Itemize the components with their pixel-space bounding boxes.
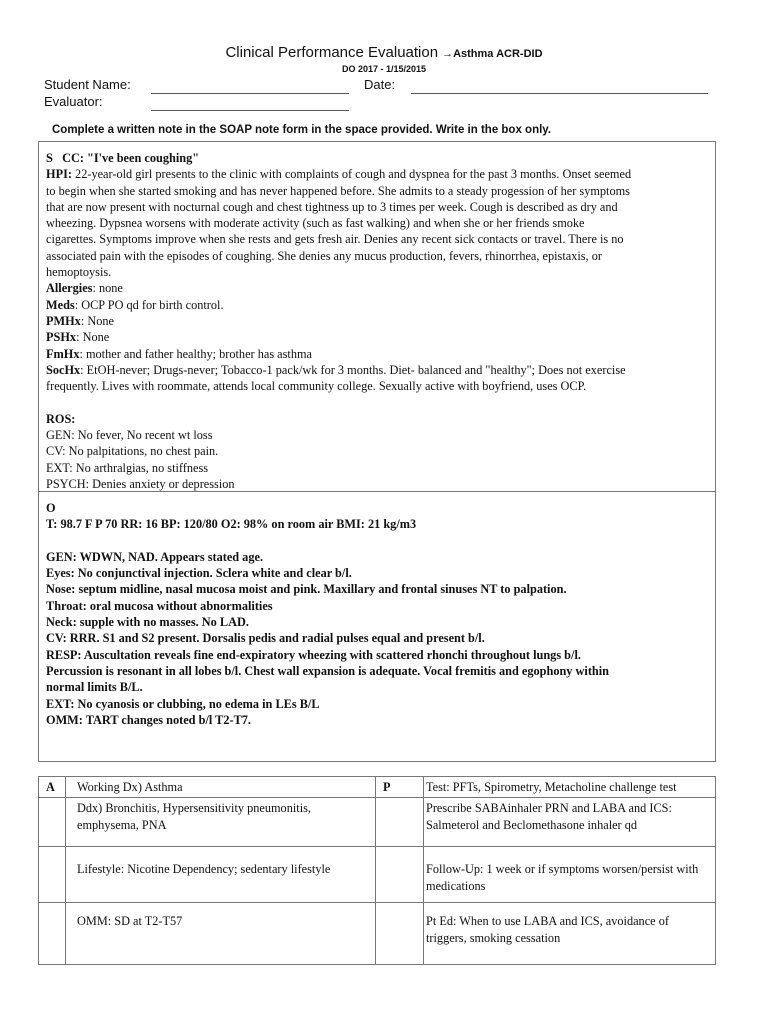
assessment-cell: Working Dx) Asthma xyxy=(66,777,376,798)
exam-line: GEN: WDWN, NAD. Appears stated age. xyxy=(46,549,264,564)
evaluator-field[interactable] xyxy=(151,110,349,111)
allergies-label: Allergies xyxy=(46,281,93,296)
o-heading: O xyxy=(46,501,56,515)
sochx-line-2: frequently. Lives with roommate, attends local community college. Sexually active with boyfriend, uses OCP. xyxy=(46,379,587,394)
s-heading: S xyxy=(46,151,53,165)
hpi-line xyxy=(46,166,708,182)
exam-line: EXT: No cyanosis or clubbing, no edema in LEs B/L xyxy=(46,696,320,711)
objective-section xyxy=(38,491,716,762)
allergies-line xyxy=(46,280,708,296)
sochx-label: SocHx xyxy=(46,362,81,377)
ros-item: EXT: No arthralgias, no stiffness xyxy=(46,460,209,475)
sochx-line xyxy=(46,362,708,378)
pshx-value: : None xyxy=(76,330,110,345)
pmhx-value: : None xyxy=(80,313,114,328)
table-row xyxy=(39,903,716,965)
hpi-line: cigarettes. Symptoms improve when she rests and gets fresh air. Denies any recent sick contacts or travel. There is no xyxy=(46,232,624,247)
plan-cell: Pt Ed: When to use LABA and ICS, avoidance of triggers, smoking cessation xyxy=(424,903,716,965)
exam-line: normal limits B/L. xyxy=(46,680,143,695)
hpi-label: HPI: xyxy=(46,167,72,182)
pshx-label: PSHx xyxy=(46,330,77,345)
hpi-line: associated pain with the episodes of coughing. She denies any mucus production, fevers, rhinorrhea, epistaxis, or xyxy=(46,248,602,263)
assessment-cell: Lifestyle: Nicotine Dependency; sedentary lifestyle xyxy=(66,847,376,903)
hpi-line: hemoptoysis. xyxy=(46,265,112,280)
instruction-text: Complete a written note in the SOAP note form in the space provided. Write in the box only. xyxy=(52,124,552,136)
student-name-label: Student Name: xyxy=(44,77,131,92)
exam-line: Neck: supple with no masses. No LAD. xyxy=(46,615,249,630)
evaluator-label: Evaluator: xyxy=(44,94,103,109)
hpi-line: that are now present with nocturnal cough and chest tightness up to 3 times per week. Cough is described as dry and xyxy=(46,199,618,214)
exam-line: Throat: oral mucosa without abnormalities xyxy=(46,598,273,613)
ros-heading xyxy=(46,411,708,427)
p-label: P xyxy=(376,777,424,798)
student-name-field[interactable] xyxy=(151,93,349,94)
exam-line: RESP: Auscultation reveals fine end-expiratory wheezing with scattered rhonchi throughout lungs b/l. xyxy=(46,647,581,662)
date-label: Date: xyxy=(364,77,396,92)
sochx-value: : EtOH-never; Drugs-never; Tobacco-1 pack/wk for 3 months. Diet- balanced and "healthy"; Does not exercise xyxy=(80,362,626,377)
subjective-section xyxy=(38,141,716,492)
exam-line: Nose: septum midline, nasal mucosa moist and pink. Maxillary and frontal sinuses NT to palpation. xyxy=(46,582,567,597)
a-label: A xyxy=(39,777,66,798)
hpi-line: to begin when she started smoking and has never happened before. She admits to a steady progession of her symptoms xyxy=(46,183,630,198)
plan-cell: Test: PFTs, Spirometry, Metacholine challenge test xyxy=(424,777,716,798)
pshx-line xyxy=(46,329,708,345)
ros-item: PSYCH: Denies anxiety or depression xyxy=(46,476,235,491)
table-row xyxy=(39,777,716,798)
ros-item: GEN: No fever, No recent wt loss xyxy=(46,428,213,443)
date-field[interactable] xyxy=(411,93,708,94)
meds-value: : OCP PO qd for birth control. xyxy=(74,297,224,312)
title-suffix: →Asthma ACR-DID xyxy=(442,48,543,60)
assessment-plan-table xyxy=(38,776,716,965)
pmhx-label: PMHx xyxy=(46,313,81,328)
assessment-cell: Ddx) Bronchitis, Hypersensitivity pneumonitis, emphysema, PNA xyxy=(66,798,376,847)
fmhx-value: : mother and father healthy; brother has asthma xyxy=(79,346,313,361)
form-title xyxy=(0,44,768,62)
plan-cell: Prescribe SABAinhaler PRN and LABA and ICS: Salmeterol and Beclomethasone inhaler qd xyxy=(424,798,716,847)
meds-line xyxy=(46,297,708,313)
assessment-cell: OMM: SD at T2-T57 xyxy=(66,903,376,965)
exam-line: OMM: TART changes noted b/l T2-T7. xyxy=(46,712,251,727)
meds-label: Meds xyxy=(46,297,75,312)
exam-line: CV: RRR. S1 and S2 present. Dorsalis pedis and radial pulses equal and present b/l. xyxy=(46,631,485,646)
hpi-text: 22-year-old girl presents to the clinic with complaints of cough and dyspnea for the past 3 months. Onset seemed xyxy=(75,167,632,182)
exam-line: Eyes: No conjunctival injection. Sclera white and clear b/l. xyxy=(46,566,352,581)
allergies-value: : none xyxy=(92,281,123,296)
vitals-line: T: 98.7 F P 70 RR: 16 BP: 120/80 O2: 98% on room air BMI: 21 kg/m3 xyxy=(46,517,417,532)
table-row xyxy=(39,798,716,847)
fmhx-line xyxy=(46,346,708,362)
ros-item: CV: No palpitations, no chest pain. xyxy=(46,444,219,459)
table-row xyxy=(39,847,716,903)
plan-cell: Follow-Up: 1 week or if symptoms worsen/persist with medications xyxy=(424,847,716,903)
form-subtitle: DO 2017 - 1/15/2015 xyxy=(341,64,427,74)
ros-label: ROS: xyxy=(46,411,76,426)
chief-complaint xyxy=(46,150,708,166)
fmhx-label: FmHx xyxy=(46,346,80,361)
exam-line: Percussion is resonant in all lobes b/l. Chest wall expansion is adequate. Vocal fremitis and egophony within xyxy=(46,663,610,678)
title-main: Clinical Performance Evaluation xyxy=(225,44,439,61)
cc-text: CC: "I've been coughing" xyxy=(62,151,200,165)
pmhx-line xyxy=(46,313,708,329)
hpi-line: wheezing. Dypsnea worsens with moderate activity (such as fast walking) and when she or her friends smoke xyxy=(46,216,585,231)
